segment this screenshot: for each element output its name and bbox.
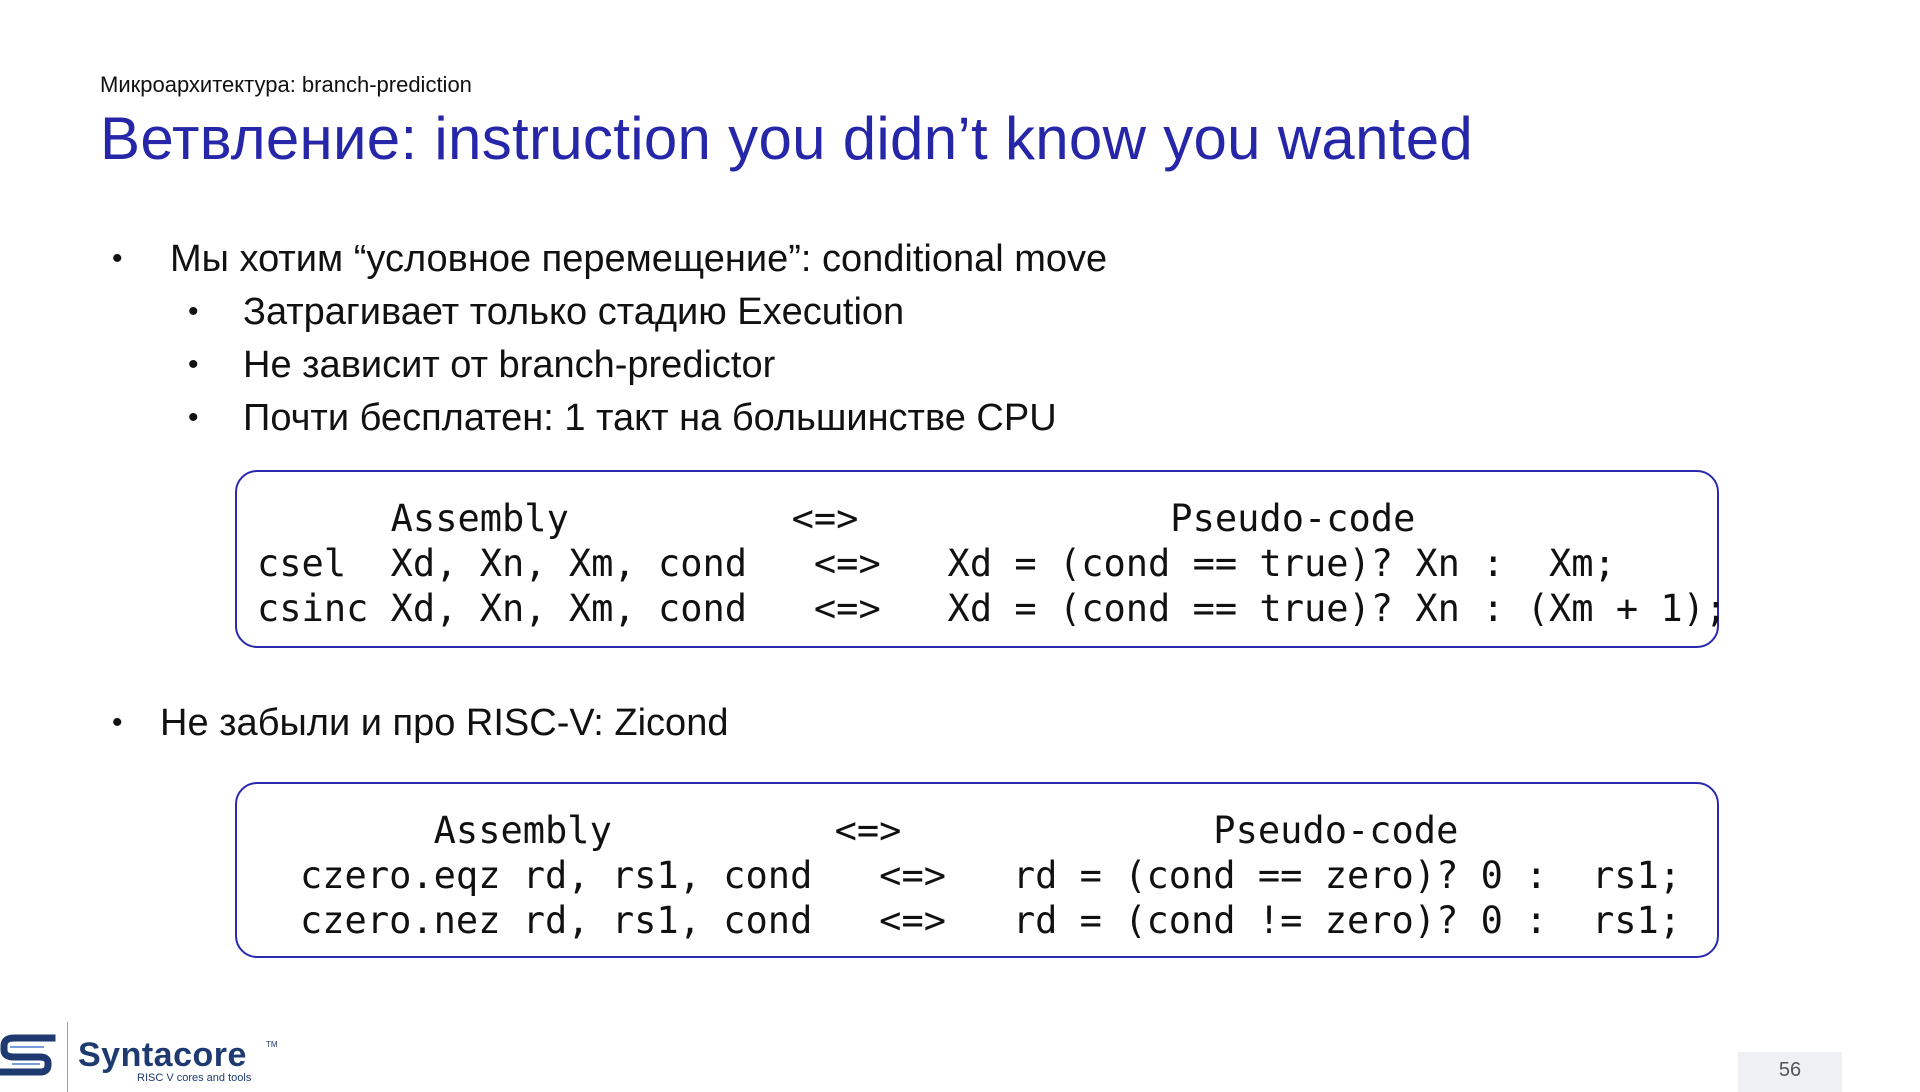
sub-bullet-branch-predictor	[188, 344, 776, 387]
code-block-arm	[235, 470, 1728, 648]
bullet-text: Затрагивает только стадию Execution	[243, 291, 905, 333]
bullet-dot: •	[188, 348, 199, 381]
slide-title: Ветвление: instruction you didn’t know you wanted	[100, 105, 1474, 172]
code-header-line: Assembly <=> Pseudo-code	[300, 809, 1459, 852]
logo-wordmark: Syntacore	[78, 1036, 247, 1074]
bullet-dot: •	[188, 401, 199, 434]
logo-divider	[67, 1022, 68, 1092]
syntacore-s-icon	[0, 1032, 56, 1078]
bullet-text: Мы хотим “условное перемещение”: conditional move	[170, 238, 1108, 280]
bullet-dot: •	[112, 242, 123, 275]
code-header-line: Assembly <=> Pseudo-code	[257, 497, 1416, 540]
bullet-risc-v-zicond	[112, 702, 729, 745]
code-block-zicond	[235, 782, 1719, 958]
sub-bullet-cost	[188, 397, 1057, 440]
code-line-csel: csel Xd, Xn, Xm, cond <=> Xd = (cond == true)? Xn : Xm;	[257, 542, 1616, 585]
bullet-text: Не зависит от branch-predictor	[243, 344, 776, 386]
sub-bullet-execution	[188, 291, 905, 334]
logo-trademark: TM	[266, 1040, 278, 1049]
slide-section-label: Микроархитектура: branch-prediction	[100, 72, 472, 97]
bullet-conditional-move	[112, 238, 1108, 281]
bullet-text: Не забыли и про RISC-V: Zicond	[160, 702, 729, 744]
logo-tagline: RISC V cores and tools	[137, 1072, 252, 1084]
bullet-dot: •	[188, 295, 199, 328]
code-line-czero-nez: czero.nez rd, rs1, cond <=> rd = (cond != zero)? 0 : rs1;	[300, 899, 1682, 942]
syntacore-logo	[0, 1018, 300, 1084]
page-number: 56	[1738, 1052, 1842, 1092]
bullet-text: Почти бесплатен: 1 такт на большинстве CPU	[243, 397, 1057, 439]
code-line-czero-eqz: czero.eqz rd, rs1, cond <=> rd = (cond == zero)? 0 : rs1;	[300, 854, 1682, 897]
bullet-dot: •	[112, 706, 123, 739]
code-line-csinc: csinc Xd, Xn, Xm, cond <=> Xd = (cond == true)? Xn : (Xm + 1);	[257, 587, 1728, 630]
